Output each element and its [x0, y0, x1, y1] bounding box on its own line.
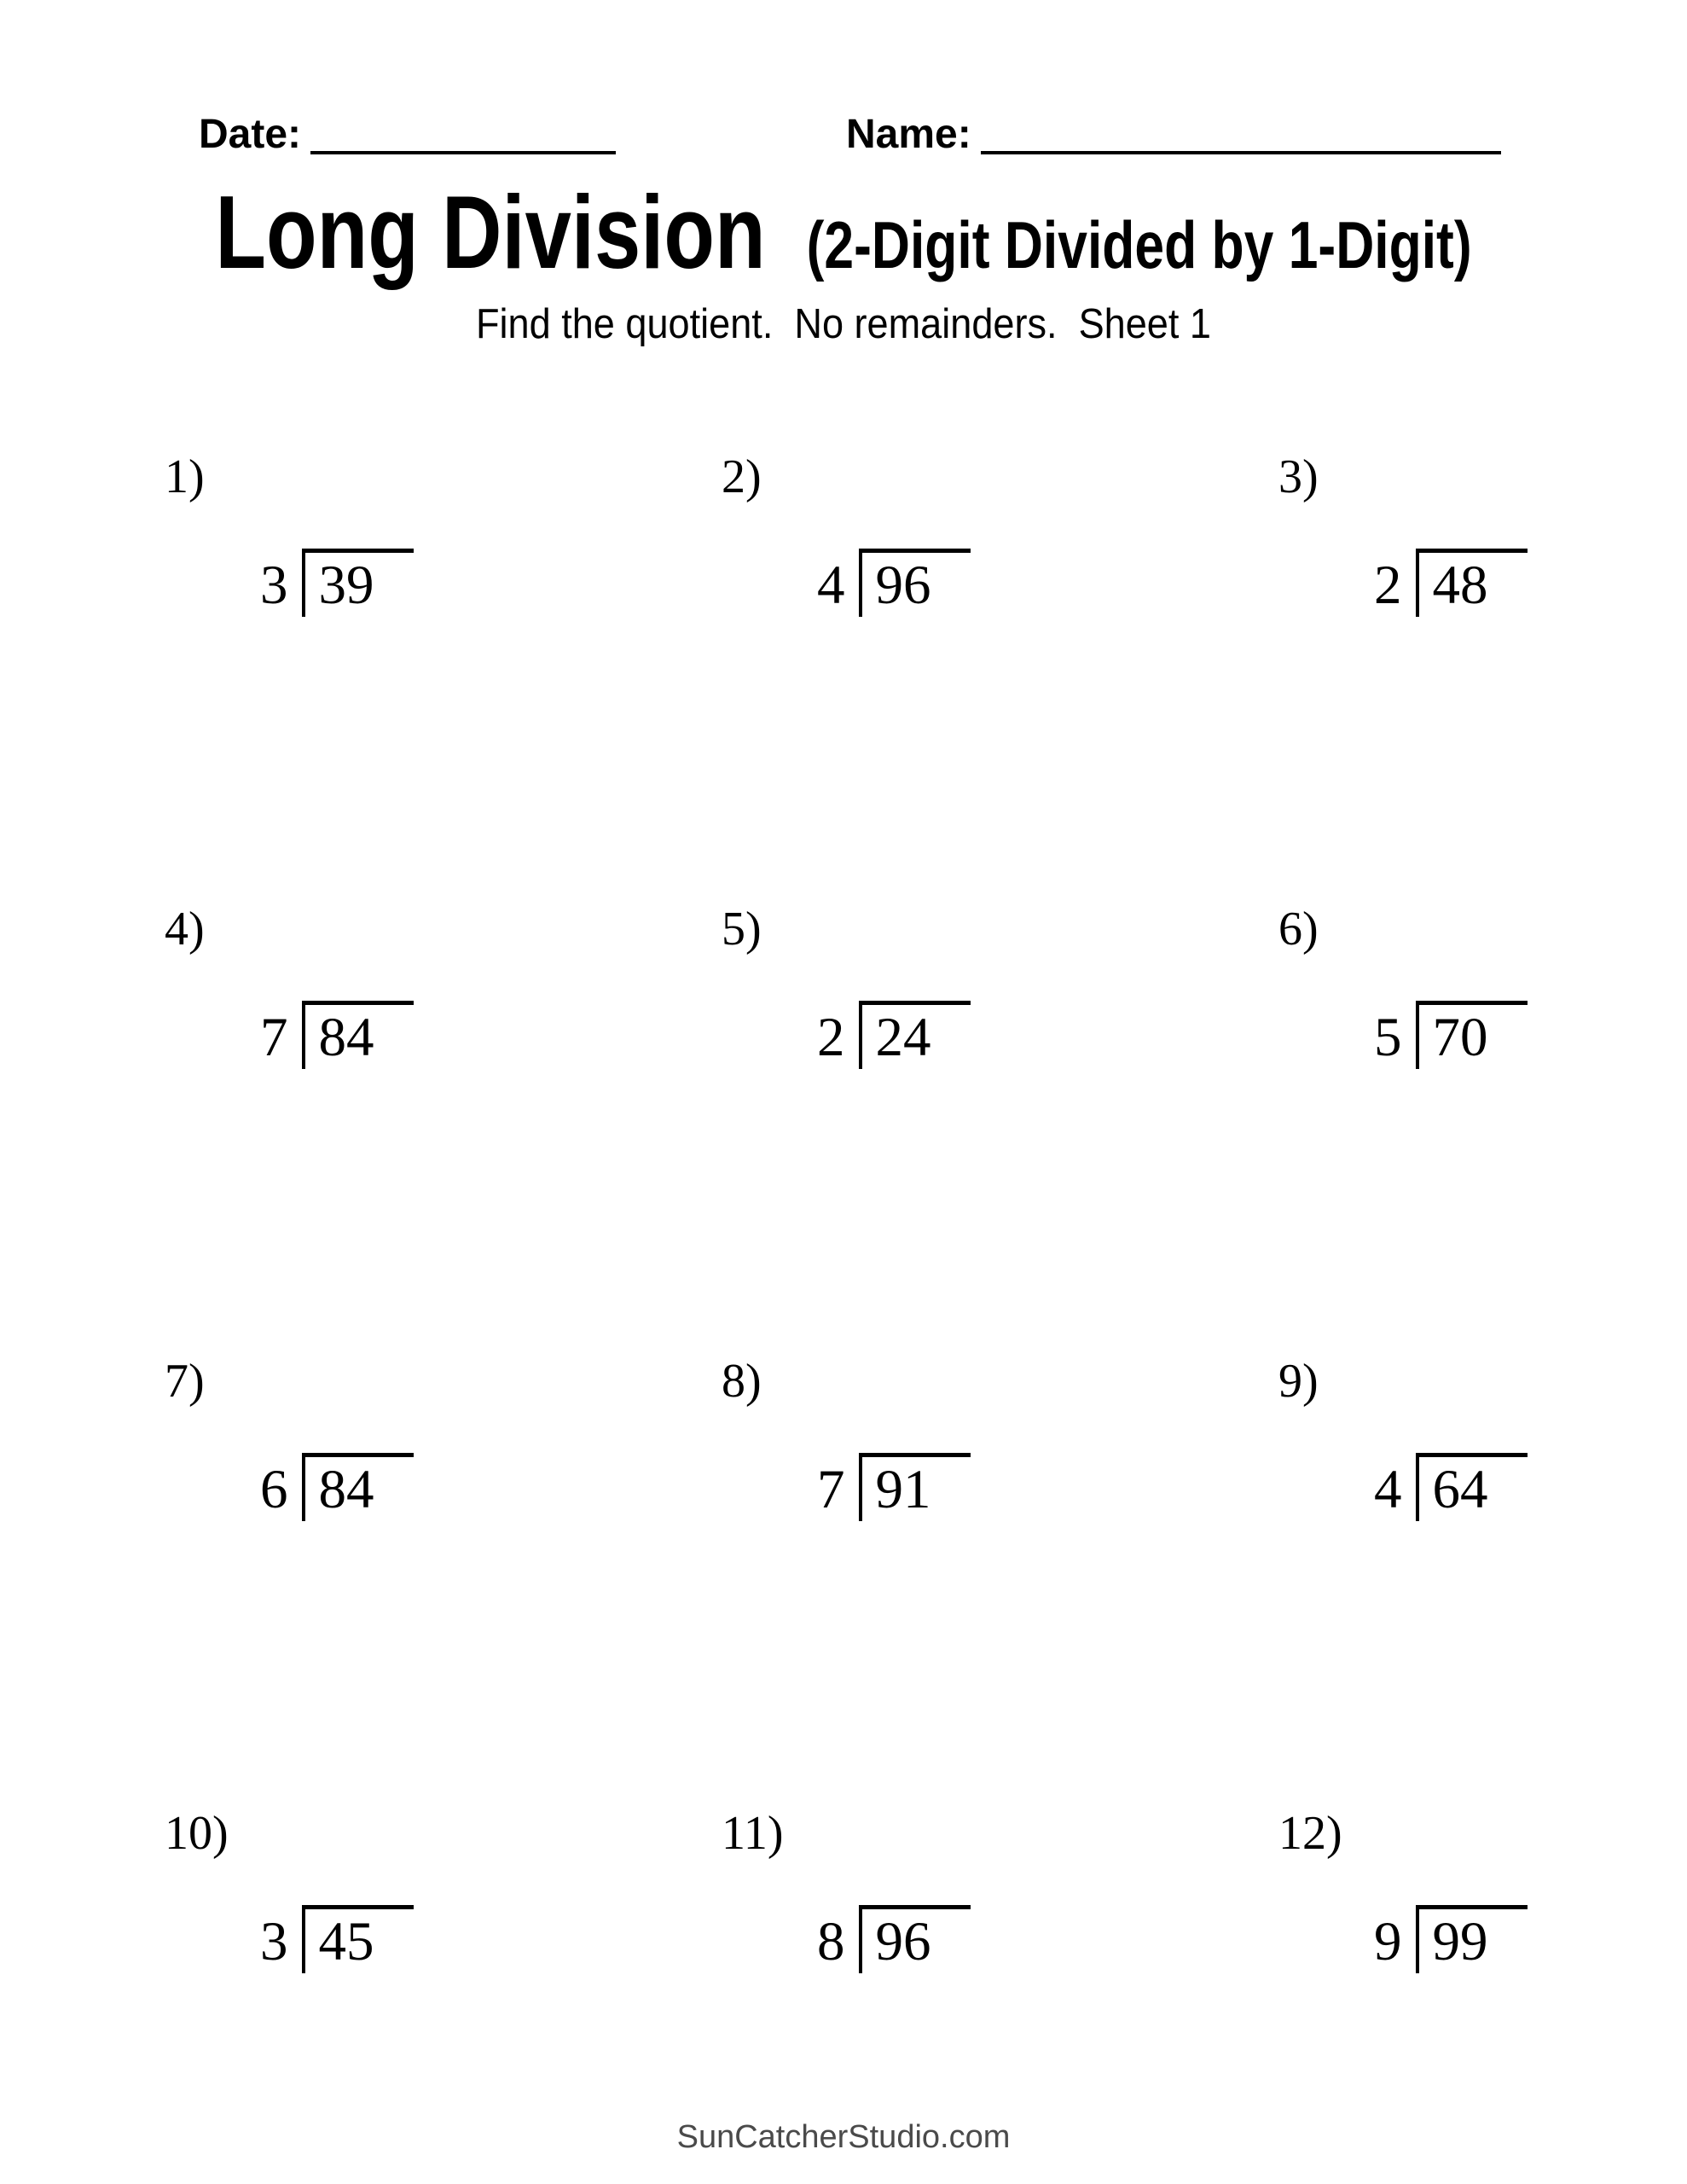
problem-6 [1278, 905, 1687, 1272]
problem-number: 12) [1278, 1807, 1342, 1860]
problem-9 [1278, 1357, 1687, 1724]
divisor: 3 [260, 555, 288, 616]
divisor: 4 [817, 555, 845, 616]
problem-number: 8) [722, 1355, 762, 1408]
problem-number: 1) [165, 450, 205, 503]
division-bracket [260, 1905, 414, 1973]
instructions-subtitle: Find the quotient. No remainders. Sheet 1 [475, 301, 1212, 347]
date-label: Date: [199, 112, 302, 157]
division-bracket [1374, 549, 1528, 617]
divisor: 5 [1374, 1007, 1402, 1068]
dividend: 84 [302, 1453, 414, 1521]
problem-number: 7) [165, 1355, 205, 1408]
division-bracket [817, 1905, 971, 1973]
divisor: 7 [260, 1007, 288, 1068]
problem-number: 11) [722, 1807, 784, 1860]
date-blank-line [310, 151, 616, 154]
dividend: 70 [1416, 1001, 1528, 1069]
division-bracket [817, 1453, 971, 1521]
name-blank-line [981, 151, 1501, 154]
dividend: 24 [859, 1001, 971, 1069]
dividend: 84 [302, 1001, 414, 1069]
divisor: 9 [1374, 1911, 1402, 1972]
division-bracket [260, 1001, 414, 1069]
problem-number: 6) [1278, 903, 1319, 956]
dividend: 91 [859, 1453, 971, 1521]
divisor: 2 [817, 1007, 845, 1068]
divisor: 8 [817, 1911, 845, 1972]
problem-number: 10) [165, 1807, 229, 1860]
divisor: 7 [817, 1459, 845, 1520]
problem-2 [722, 450, 1267, 820]
division-bracket [260, 1453, 414, 1521]
problem-4 [165, 905, 710, 1272]
division-bracket [260, 549, 414, 617]
division-bracket [817, 1001, 971, 1069]
problem-8 [722, 1357, 1267, 1724]
dividend: 39 [302, 549, 414, 617]
footer-site-text: SunCatcherStudio.com [676, 2119, 1011, 2155]
problem-3 [1278, 450, 1687, 820]
division-bracket [1374, 1905, 1528, 1973]
problem-1 [165, 450, 710, 820]
division-bracket [817, 549, 971, 617]
division-bracket [1374, 1453, 1528, 1521]
name-label: Name: [846, 112, 971, 157]
problem-number: 9) [1278, 1355, 1319, 1408]
page-title-main: Long Division [215, 174, 766, 290]
page-title-qualifier: (2-Digit Divided by 1-Digit) [806, 207, 1472, 282]
dividend: 64 [1416, 1453, 1528, 1521]
problem-5 [722, 905, 1267, 1272]
dividend: 96 [859, 549, 971, 617]
problem-number: 2) [722, 450, 762, 503]
divisor: 3 [260, 1911, 288, 1972]
divisor: 6 [260, 1459, 288, 1520]
problem-number: 5) [722, 903, 762, 956]
dividend: 99 [1416, 1905, 1528, 1973]
problem-7 [165, 1357, 710, 1724]
page-title [169, 174, 1518, 290]
problem-number: 3) [1278, 450, 1319, 503]
divisor: 2 [1374, 555, 1402, 616]
dividend: 48 [1416, 549, 1528, 617]
dividend: 96 [859, 1905, 971, 1973]
problem-number: 4) [165, 903, 205, 956]
dividend: 45 [302, 1905, 414, 1973]
divisor: 4 [1374, 1459, 1402, 1520]
division-bracket [1374, 1001, 1528, 1069]
